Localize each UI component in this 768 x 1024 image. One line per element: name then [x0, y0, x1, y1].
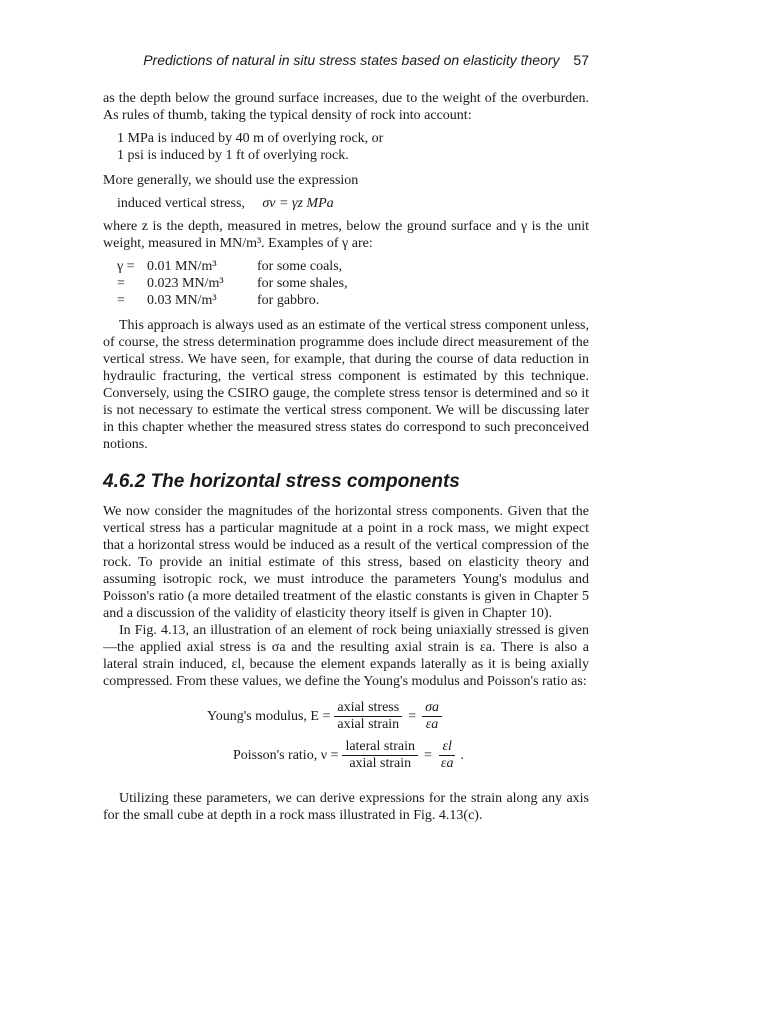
poisson-numerator: lateral strain	[342, 739, 418, 756]
page	[103, 52, 589, 824]
paragraph-unit-weight: where z is the depth, measured in metres, below the ground surface and γ is the unit weight, measured in MN/m³. Examples of γ are:	[103, 219, 589, 251]
youngs-label: Young's modulus, E =	[207, 708, 331, 724]
poisson-denominator: axial strain	[349, 756, 412, 771]
youngs-modulus-equation: Young's modulus, E = $\frac{\text{axial stress}}{\text{axial strain}}$ = $\frac{\sigma a}{\varepsilon a}$	[207, 700, 589, 733]
youngs-denominator: axial strain	[337, 717, 400, 732]
example-desc: for some coals,	[257, 259, 343, 274]
example-row	[117, 258, 348, 275]
youngs-numerator: axial stress	[334, 700, 402, 717]
example-symbol: =	[117, 293, 125, 308]
poisson-numerator-symbol: εl	[439, 739, 454, 756]
youngs-fraction-symbolic	[422, 700, 442, 733]
section-heading: 4.6.2 The horizontal stress components	[103, 471, 460, 492]
youngs-numerator-symbol: σa	[422, 700, 442, 717]
expression-formula: σv = γz MPa	[262, 196, 334, 211]
example-desc: for some shales,	[257, 276, 348, 291]
running-header	[103, 52, 589, 68]
rules-of-thumb	[117, 130, 589, 164]
unit-weight-examples	[117, 258, 348, 309]
expression-label: induced vertical stress,	[117, 196, 245, 211]
running-title: Predictions of natural in situ stress states based on elasticity theory	[143, 52, 560, 68]
example-row	[117, 292, 348, 309]
example-row	[117, 275, 348, 292]
example-value: 0.03 MN/m³	[147, 293, 217, 308]
paragraph-utilizing: Utilizing these parameters, we can derive expressions for the strain along any axis for the small cube at depth in a rock mass illustrated in Fig. 4.13(c).	[103, 791, 589, 823]
example-symbol: γ =	[117, 259, 135, 274]
paragraph-horizontal: We now consider the magnitudes of the horizontal stress components. Given that the vertical stress has a particular magnitude at a point in a rock mass, we might expect that a horizontal stress would be induced as a result of the vertical compression of the rock. To provide an initial estimate of this stress, based on elasticity theory and assuming isotropic rock, we must introduce the parameters Young's modulus and Poisson's ratio (a more detailed treatment of the elastic constants is given in Chapter 5 and a discussion of the validity of elasticity theory itself is given in Chapter 10).	[103, 504, 589, 621]
vertical-stress-expression	[117, 195, 589, 212]
paragraph-fig-4-13: In Fig. 4.13, an illustration of an element of rock being uniaxially stressed is given—the applied axial stress is σa and the resulting axial strain is εa. There is also a lateral strain induced, εl, because the element expands laterally as it is being axially compressed. From these values, we define the Young's modulus and Poisson's ratio as:	[103, 623, 589, 689]
youngs-fraction	[334, 700, 402, 733]
poisson-denominator-symbol: εa	[440, 756, 454, 771]
paragraph-approach: This approach is always used as an estimate of the vertical stress component unless, of course, the stress determination programme does include direct measurement of the vertical stress. We have seen, for example, that during the course of data reduction in hydraulic fracturing, the vertical stress component is estimated by this technique. Conversely, using the CSIRO gauge, the complete stress tensor is determined and so it is not necessary to estimate the vertical stress component. We will be discussing later in this chapter whether the measured stress states do correspond to such preconceived notions.	[103, 318, 589, 452]
paragraph-expression-lead: More generally, we should use the expression	[103, 173, 359, 188]
poisson-fraction	[342, 739, 418, 772]
youngs-denominator-symbol: εa	[425, 717, 439, 732]
poisson-label: Poisson's ratio, ν =	[233, 747, 339, 763]
example-desc: for gabbro.	[257, 293, 320, 308]
rule-item: 1 MPa is induced by 40 m of overlying rock, or	[117, 131, 384, 146]
rule-item: 1 psi is induced by 1 ft of overlying rock.	[117, 148, 349, 163]
paragraph-intro: as the depth below the ground surface increases, due to the weight of the overburden. As rules of thumb, taking the typical density of rock into account:	[103, 91, 589, 123]
poisson-fraction-symbolic	[438, 739, 457, 772]
page-number: 57	[573, 52, 589, 68]
example-value: 0.023 MN/m³	[147, 276, 224, 291]
example-value: 0.01 MN/m³	[147, 259, 217, 274]
example-symbol: =	[117, 276, 125, 291]
poissons-ratio-equation: Poisson's ratio, ν = $\frac{\text{lateral strain}}{\text{axial strain}}$ = $\frac{\varepsilon l}{\varepsilon a}$ .	[233, 739, 464, 771]
